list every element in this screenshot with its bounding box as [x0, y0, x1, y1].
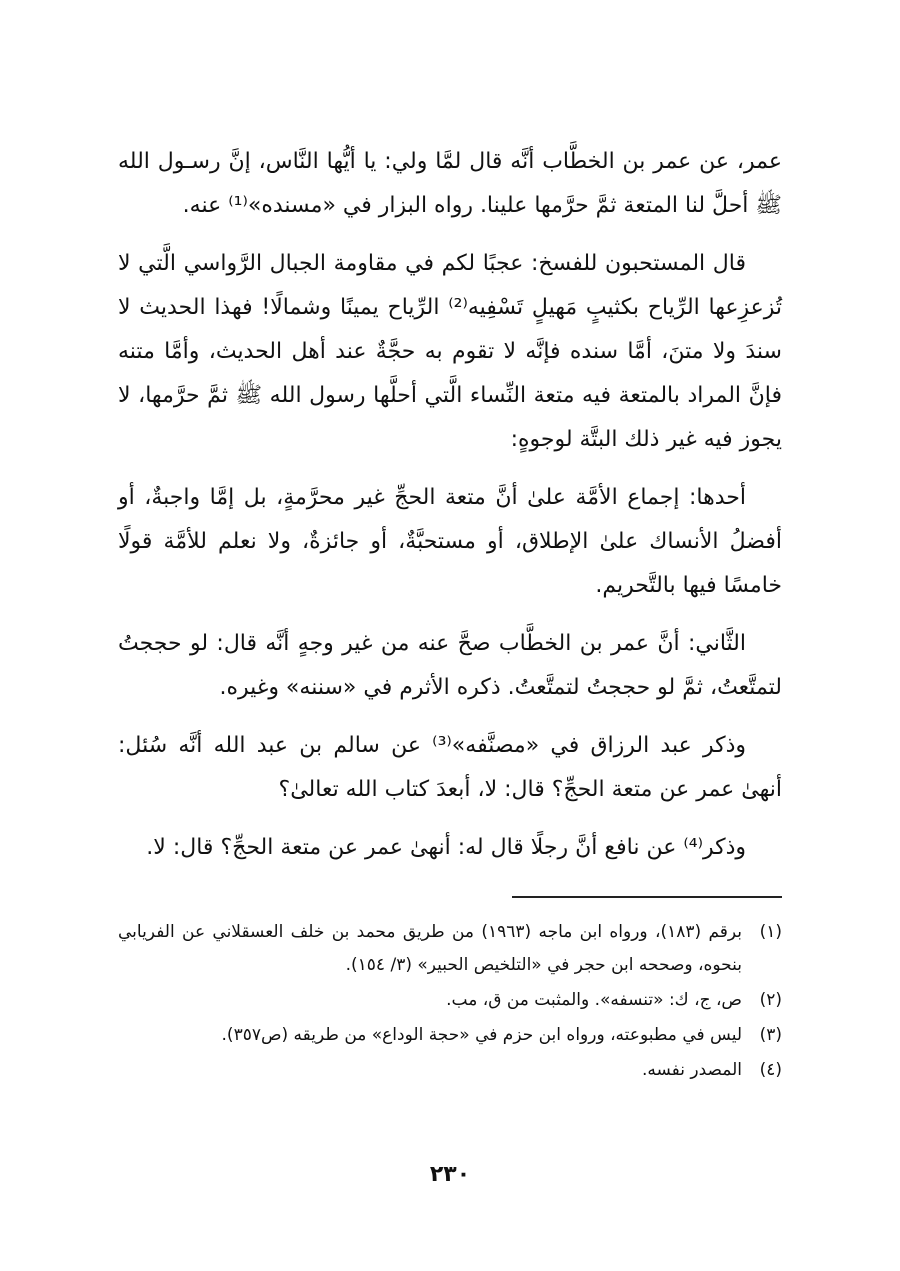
- paragraph-5: وذكر عبد الرزاق في «مصنَّفه»⁽³⁾ عن سالم بن عبد الله أنَّه سُئل: أنهىٰ عمر عن متعة الحجِّ؟ قال: لا، أبعدَ كتاب الله تعالىٰ؟: [118, 733, 782, 802]
- paragraph-3: أحدها: إجماع الأمَّة علىٰ أنَّ متعة الحجِّ غير محرَّمةٍ، بل إمَّا واجبةٌ، أو أفضلُ الأنساك علىٰ الإطلاق، أو مستحبَّةٌ، أو جائزةٌ، ولا نعلم للأمَّة قولًا خامسًا فيها بالتَّحريم.: [118, 485, 782, 598]
- footnotes: [118, 916, 782, 1087]
- footnote-1: [118, 916, 782, 982]
- footnote-number: (٣): [759, 1025, 782, 1045]
- footnote-text: ليس في مطبوعته، ورواه ابن حزم في «حجة الوداع» من طريقه (ص٣٥٧).: [221, 1025, 742, 1045]
- footnote-text: المصدر نفسه.: [641, 1060, 742, 1080]
- page-number: ٢٣٠: [429, 1162, 471, 1187]
- footnote-number: (١): [759, 922, 782, 942]
- footnote-4: [118, 1054, 782, 1087]
- footnote-number: (٤): [759, 1060, 782, 1080]
- paragraph-2: قال المستحبون للفسخ: عجبًا لكم في مقاومة الجبال الرَّواسي الَّتي لا تُزعزِعها الرِّياح بكثيبٍ مَهيلٍ تَسْفِيه⁽²⁾ الرِّياح يمينًا وشمالًا! فهذا الحديث لا سندَ ولا متنَ، أمَّا سنده فإنَّه لا تقوم به حجَّةٌ عند أهل الحديث، وأمَّا متنه فإنَّ المراد بالمتعة فيه متعة النِّساء الَّتي أحلَّها رسول الله ﷺ ثمَّ حرَّمها، لا يجوز فيه غير ذلك البتَّة لوجوهٍ:: [118, 251, 782, 452]
- paragraph-4: الثَّاني: أنَّ عمر بن الخطَّاب صحَّ عنه من غير وجهٍ أنَّه قال: لو حججتُ لتمتَّعتُ، ثمَّ لو حججتُ لتمتَّعتُ. ذكره الأثرم في «سننه» وغيره.: [118, 631, 782, 700]
- paragraph-6: وذكر⁽⁴⁾ عن نافع أنَّ رجلًا قال له: أنهىٰ عمر عن متعة الحجِّ؟ قال: لا.: [146, 835, 746, 860]
- footnote-number: (٢): [759, 990, 782, 1010]
- footnote-3: [118, 1019, 782, 1052]
- main-text: [118, 140, 782, 870]
- paragraph-1: عمر، عن عمر بن الخطَّاب أنَّه قال لمَّا ولي: يا أيُّها النَّاس، إنَّ رسـول الله ﷺ أحلَّ لنا المتعة ثمَّ حرَّمها علينا. رواه البزار في «مسنده»⁽¹⁾ عنه.: [118, 149, 782, 218]
- footnote-text: ص، ج، ك: «تنسفه». والمثبت من ق، مب.: [446, 990, 742, 1010]
- footnote-2: [118, 984, 782, 1017]
- footnote-text: برقم (١٨٣)، ورواه ابن ماجه (١٩٦٣) من طريق محمد بن خلف العسقلاني عن الفريابي بنحوه، وصححه ابن حجر في «التلخيص الحبير» (٣/ ١٥٤).: [118, 922, 743, 975]
- footnote-separator: [512, 896, 782, 898]
